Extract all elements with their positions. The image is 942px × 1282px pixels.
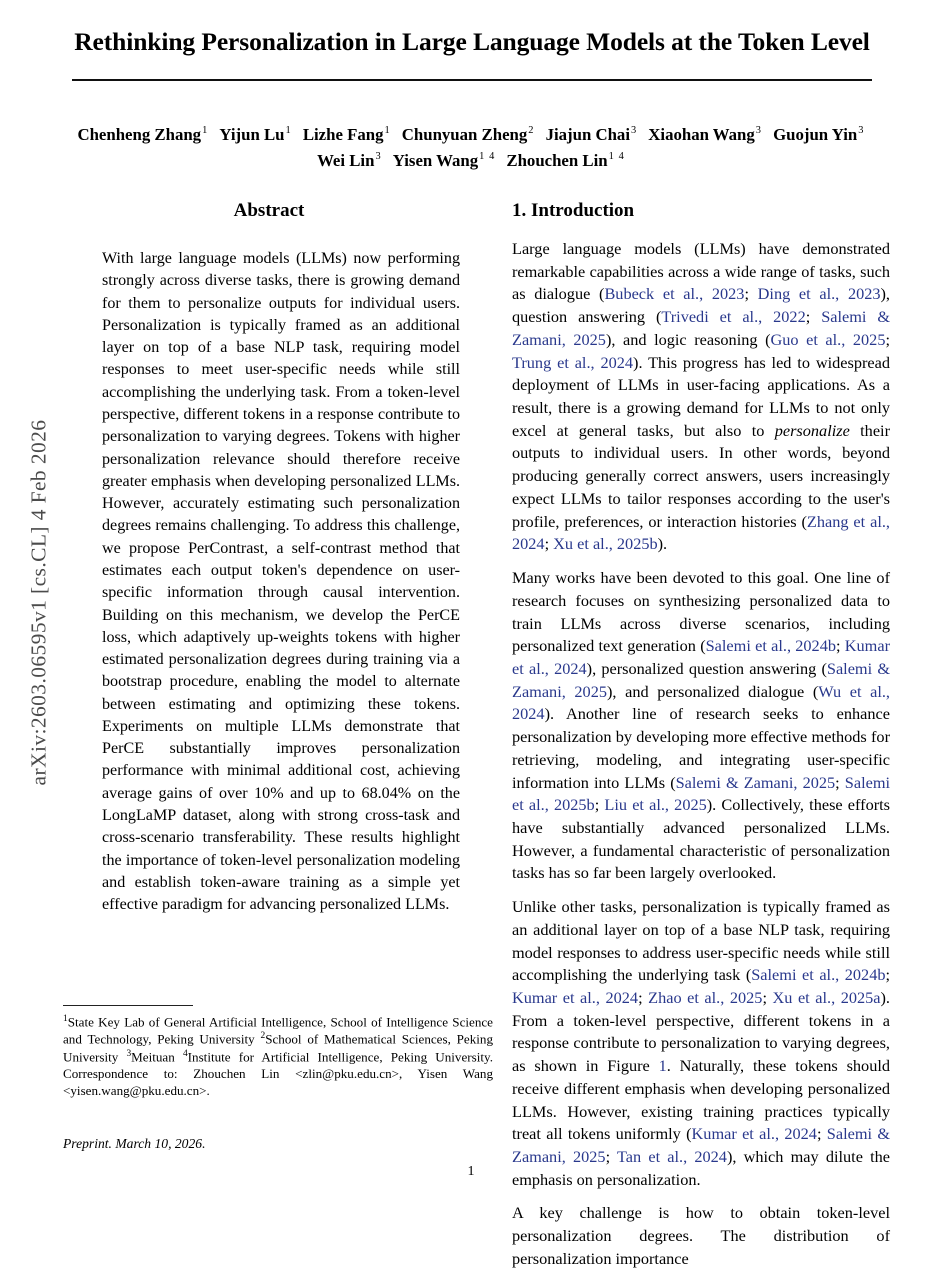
author-label: Wei Lin [317, 150, 375, 170]
author-list [60, 122, 882, 173]
citation-link[interactable]: Salemi et al., 2025b [512, 772, 891, 815]
footnote-text-run: School of Mathematical Sciences, Peking University [63, 1031, 493, 1065]
author-name [219, 125, 291, 144]
text-run: ). [657, 534, 668, 554]
citation-link[interactable]: Xu et al., 2025a [772, 988, 881, 1007]
page-number: 1 [467, 1164, 475, 1179]
author-separator [292, 122, 303, 148]
text-run: ; [816, 1124, 827, 1144]
title-block [72, 26, 872, 81]
footnote-text-run: Meituan [131, 1049, 183, 1065]
text-run: ). This progress has led to widespread deployment of LLMs in user-facing applications. As a result, there is a growing demand for LLMs to not only excel at general tasks, but also to [512, 352, 890, 440]
author-affiliation-marker: 3 [375, 150, 382, 162]
citation-link[interactable]: Salemi & Zamani, 2025 [675, 772, 836, 792]
text-run: ; [885, 329, 890, 349]
author-separator [391, 122, 402, 148]
author-name [773, 125, 864, 144]
citation-link[interactable]: Salemi & Zamani, 2025 [512, 658, 891, 701]
author-label: Lizhe Fang [302, 125, 384, 144]
citation-link[interactable]: Trung et al., 2024 [512, 352, 634, 372]
author-separator [382, 148, 393, 174]
author-label: Chenheng Zhang [77, 125, 202, 144]
text-run: ; [605, 1147, 617, 1167]
author-separator [208, 122, 219, 148]
author-label: Jiajun Chai [545, 125, 630, 144]
author-affiliation-marker: 2 [528, 125, 535, 137]
citation-link[interactable]: Wu et al., 2024 [512, 681, 890, 724]
footnote-marker: 1 [63, 1014, 68, 1024]
text-run: . Naturally, these tokens should receive different emphasis when developing personalized LLMs. However, existing training practices typically treat all tokens uniformly ( [512, 1056, 890, 1144]
author-name [303, 125, 391, 144]
text-run: ). Another line of research seeks to enhance personalization by developing more effective methods for retrieving, modeling, and integrating user-specific information into LLMs ( [512, 704, 890, 792]
author-affiliation-marker: 3 [858, 125, 865, 137]
author-separator [637, 122, 648, 148]
text-run: ; [835, 772, 845, 792]
author-label: Chunyuan Zheng [401, 125, 528, 144]
text-run: ), which may dilute the emphasis on personalization. [512, 1147, 891, 1189]
citation-link[interactable]: Kumar et al., 2024 [691, 1124, 817, 1144]
arxiv-identifier-stamp: arXiv:2603.06595v1 [cs.CL] 4 Feb 2026 [26, 419, 51, 786]
citation-link[interactable]: Salemi et al., 2024b [705, 636, 836, 656]
author-affiliation-marker: 1 [384, 125, 391, 137]
footnote-divider [63, 1005, 193, 1006]
citation-link[interactable]: Xu et al., 2025b [553, 534, 658, 554]
title-divider [72, 79, 872, 81]
author-separator [535, 122, 546, 148]
author-name [546, 125, 638, 144]
author-name [506, 151, 625, 170]
text-run: ; [594, 795, 605, 815]
author-affiliation-marker: 1 4 [608, 150, 625, 162]
text-run: Large language models (LLMs) have demonstrated remarkable capabilities across a wide range of tasks, such as dialogue ( [512, 239, 890, 304]
author-label: Zhouchen Lin [506, 150, 608, 170]
right-column [512, 200, 890, 1282]
footnote-block [63, 1005, 493, 1099]
text-run: ), and logic reasoning ( [605, 329, 771, 349]
text-run: ), and personalized dialogue ( [606, 681, 819, 701]
author-separator [495, 148, 506, 174]
text-run: ), personalized question answering ( [586, 658, 827, 678]
author-label: Yijun Lu [219, 125, 285, 144]
paragraph [512, 567, 890, 885]
emphasized-text: personalize [774, 420, 850, 440]
citation-link[interactable]: Salemi & Zamani, 2025 [512, 1124, 891, 1167]
page-title: Rethinking Personalization in Large Language Models at the Token Level [74, 27, 870, 56]
citation-link[interactable]: Zhao et al., 2025 [648, 988, 763, 1007]
text-run: ; [885, 965, 891, 985]
footnote-marker: 4 [182, 1048, 188, 1059]
citation-link[interactable]: Bubeck et al., 2023 [604, 284, 745, 304]
author-name [648, 125, 762, 144]
footnote-marker: 2 [260, 1031, 266, 1042]
citation-link[interactable]: Guo et al., 2025 [770, 329, 886, 349]
text-run: A key challenge is how to obtain token-level personalization degrees. The distribution of personalization importance [512, 1203, 890, 1268]
text-run: ), question answering ( [512, 284, 891, 327]
citation-link[interactable]: Liu et al., 2025 [604, 795, 707, 815]
preprint-notice: Preprint. March 10, 2026. [63, 1136, 206, 1151]
author-affiliation-marker: 1 4 [479, 150, 496, 162]
introduction-body [512, 238, 890, 1271]
author-name [77, 125, 208, 144]
text-run: ; [544, 534, 554, 554]
abstract-body: With large language models (LLMs) now performing strongly across diverse tasks, there is growing demand for them to personalize outputs for individual users. Personalization is typically framed as an additional layer on top of a base NLP task, requiring model responses to meet user-specific needs while still accomplishing the underlying task. From a token-level perspective, different tokens in a response contribute to personalization to varying degrees. Tokens with higher personalization relevance should therefore receive greater emphasis when developing personalized LLMs. However, accurately estimating such personalization degrees remains challenging. To address this challenge, we propose PerContrast, a self-contrast method that estimates each output token's dependence on user-specific information through causal intervention. Building on this mechanism, we develop the PerCE loss, which adaptively up-weights tokens with higher estimated personalization degrees during training via a bootstrap procedure, enabling the model to alternate between estimating and optimizing these tokens. Experiments on multiple LLMs demonstrate that PerCE substantially improves personalization performance with minimal additional cost, achieving average gains of over 10% and up to 68.04% on the LongLaMP dataset, along with strong cross-task and cross-scenario transferability. These results highlight the importance of token-level personalization modeling and establish token-aware training as a simple yet effective paradigm for advancing personalized LLMs. [102, 250, 460, 914]
author-affiliation-marker: 1 [285, 125, 292, 137]
author-affiliation-marker: 3 [630, 125, 638, 137]
citation-link[interactable]: Trivedi et al., 2022 [661, 307, 806, 327]
author-name [402, 125, 535, 144]
text-run: ; [638, 988, 649, 1007]
author-label: Guojun Yin [773, 125, 858, 144]
introduction-heading: 1. Introduction [512, 200, 635, 221]
author-name [317, 151, 382, 170]
citation-link[interactable]: 1 [658, 1056, 667, 1076]
footnote-marker: 3 [126, 1048, 132, 1059]
footnote-text-run: Institute for Artificial Intelligence, Peking University. Correspondence to: Zhouchen Lin <zlin@pku.edu.cn>, Yisen Wang <yisen.wang@pku.edu.cn>. [63, 1049, 493, 1099]
paragraph [512, 238, 890, 556]
paragraph [512, 1202, 890, 1270]
citation-link[interactable]: Zhang et al., 2024 [512, 511, 890, 554]
text-run: ). Collectively, these efforts have substantially advanced personalized LLMs. However, a fundamental characteristic of personalization tasks has so far been largely overlooked. [512, 795, 891, 883]
text-run: Many works have been devoted to this goal. One line of research focuses on synthesizing personalized data to train LLMs across diverse scenarios, including personalized text generation ( [512, 568, 890, 656]
text-run: ; [744, 284, 758, 304]
text-run: Unlike other tasks, personalization is typically framed as an additional layer on top of a base NLP task, requiring model responses to address user-specific needs while still accomplishing the underlying task ( [512, 897, 890, 985]
citation-link[interactable]: Tan et al., 2024 [616, 1147, 727, 1167]
citation-link[interactable]: Salemi & Zamani, 2025 [512, 307, 890, 349]
text-run: ; [762, 988, 773, 1007]
author-affiliation-marker: 3 [755, 125, 763, 137]
affiliation-footnote [63, 1013, 493, 1099]
author-label: Xiaohan Wang [648, 125, 755, 144]
text-run: ; [805, 307, 822, 327]
text-run: their outputs to individual users. In other words, beyond producing generally correct answers, users increasingly expect LLMs to tailor responses according to the user's profile, preferences, or interaction histories ( [512, 420, 890, 531]
citation-link[interactable]: Kumar et al., 2024 [512, 636, 890, 678]
citation-link[interactable]: Salemi et al., 2024b [751, 965, 886, 985]
footnote-text-run: State Key Lab of General Artificial Intelligence, School of Intelligence Science and Technology, Peking University [63, 1014, 493, 1047]
left-column [80, 200, 458, 916]
citation-link[interactable]: Ding et al., 2023 [757, 284, 881, 304]
text-run: ). From a token-level perspective, different tokens in a response contribute to personalization to varying degrees, as shown in Figure [512, 988, 890, 1076]
author-affiliation-marker: 1 [202, 125, 209, 137]
citation-link[interactable]: Kumar et al., 2024 [512, 988, 639, 1007]
author-label: Yisen Wang [392, 150, 479, 170]
author-name [393, 151, 496, 170]
paragraph [512, 896, 890, 1191]
author-separator [762, 122, 773, 148]
abstract-heading: Abstract [233, 200, 305, 221]
text-run: ; [835, 636, 845, 656]
